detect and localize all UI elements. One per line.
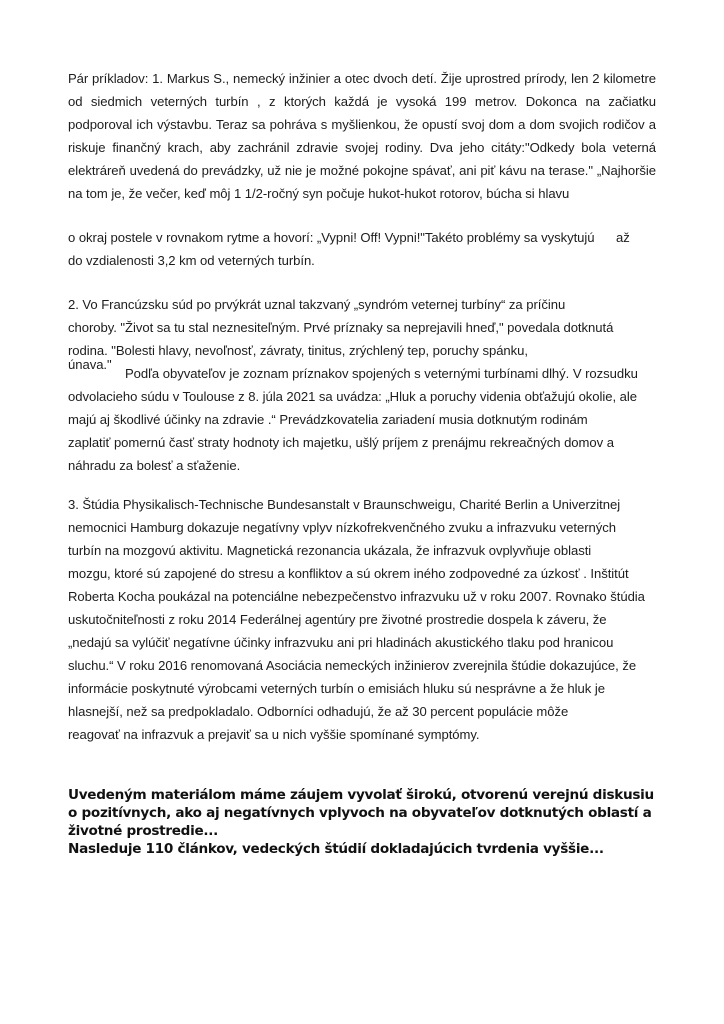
text-line: uskutočniteľnosti z roku 2014 Federálnej agentúry pre životné prostredie dospela k záveru, že — [68, 612, 607, 627]
text-line: odvolacieho súdu v Toulouse z 8. júla 2021 sa uvádza: „Hluk a poruchy videnia obťažujú okolie, ale — [68, 389, 637, 404]
text-line: 2. Vo Francúzsku súd po prvýkrát uznal takzvaný „syndróm veternej turbíny“ za príčinu — [68, 297, 566, 312]
text-line: Pár príkladov: 1. Markus S., nemecký inžinier a otec dvoch detí. Žije uprostred prírody, len 2 kilometre — [68, 71, 656, 86]
text-line: mozgu, ktoré sú zapojené do stresu a konfliktov a sú okrem iného zodpovedné za úzkosť . Inštitút — [68, 566, 629, 581]
bold-line: Nasleduje 110 článkov, vedeckých štúdií dokladajúcich tvrdenia vyššie... — [68, 841, 604, 857]
text-line: na tom je, že večer, keď môj 1 1/2-ročný syn počuje hukot-hukot rotorov, búcha si hlavu — [68, 186, 570, 201]
bold-line: Uvedeným materiálom máme záujem vyvolať širokú, otvorenú verejnú diskusiu — [68, 787, 654, 803]
text-line: elektráreň uvedená do prevádzky, už nie je možné pokojne spávať, ani piť kávu na terase." „Najhoršie — [68, 163, 656, 178]
text-line: Roberta Kocha poukázal na potenciálne nebezpečenstvo infrazvuku už v roku 2007. Rovnako štúdia — [68, 589, 645, 604]
text-line: únava." — [68, 357, 112, 372]
text-line: majú aj škodlivé účinky na zdravie .“ Prevádzkovatelia zariadení musia dotknutým rodinám — [68, 412, 588, 427]
text-line: nemocnici Hamburg dokazuje negatívny vplyv nízkofrekvenčného zvuku a infrazvuku veterných — [68, 520, 616, 535]
text-line: o okraj postele v rovnakom rytme a hovorí: „Vypni! Off! Vypni!"Takéto problémy sa vyskytujú až — [68, 230, 630, 245]
text-line: rodina. "Bolesti hlavy, nevoľnosť, závraty, tinitus, zrýchlený tep, poruchy spánku, — [68, 343, 528, 358]
text-line: reagovať na infrazvuk a prejaviť sa u nich vyššie spomínané symptómy. — [68, 727, 480, 742]
text-line: 3. Štúdia Physikalisch-Technische Bundesanstalt v Braunschweigu, Charité Berlin a Univerzitnej — [68, 497, 621, 512]
text-line: podporoval ich výstavbu. Teraz sa pohráva s myšlienkou, že opustí svoj dom a dom svojich rodičov a — [68, 117, 656, 132]
text-line: „nedajú sa vylúčiť negatívne účinky infrazvuku ani pri hladinách akustického tlaku pod hranicou — [68, 635, 614, 650]
text-line: náhradu za bolesť a sťaženie. — [68, 458, 241, 473]
text-line: turbín na mozgovú aktivitu. Magnetická rezonancia ukázala, že infrazvuk ovplyvňuje oblasti — [68, 543, 592, 558]
text-line: zaplatiť pomernú časť straty hodnoty ich majetku, ušlý príjem z prenájmu rekreačných domov a — [68, 435, 614, 450]
text-line: sluchu.“ V roku 2016 renomovaná Asociácia nemeckých inžinierov zverejnila štúdie dokazujúce, že — [68, 658, 637, 673]
text-line: od siedmich veterných turbín , z ktorých každá je vysoká 199 metrov. Dokonca na začiatku — [68, 94, 656, 109]
text-line: informácie poskytnuté výrobcami veterných turbín o emisiách hluku sú nesprávne a že hluk je — [68, 681, 605, 696]
text-line: choroby. "Život sa tu stal neznesiteľným. Prvé príznaky sa neprejavili hneď," povedala dotknutá — [68, 320, 614, 335]
text-line: do vzdialenosti 3,2 km od veterných turbín. — [68, 253, 315, 268]
bold-line: životné prostredie... — [68, 823, 218, 839]
text-line: riskuje finančný krach, aby zachránil zdravie svojej rodiny. Dva jeho citáty:"Odkedy bola veterná — [68, 140, 656, 155]
text-line: Podľa obyvateľov je zoznam príznakov spojených s veternými turbínami dlhý. V rozsudku — [125, 366, 638, 381]
text-line: hlasnejší, než sa predpokladalo. Odborníci odhadujú, že až 30 percent populácie môže — [68, 704, 569, 719]
bold-line: o pozitívnych, ako aj negatívnych vplyvoch na obyvateľov dotknutých oblastí a — [68, 805, 652, 821]
